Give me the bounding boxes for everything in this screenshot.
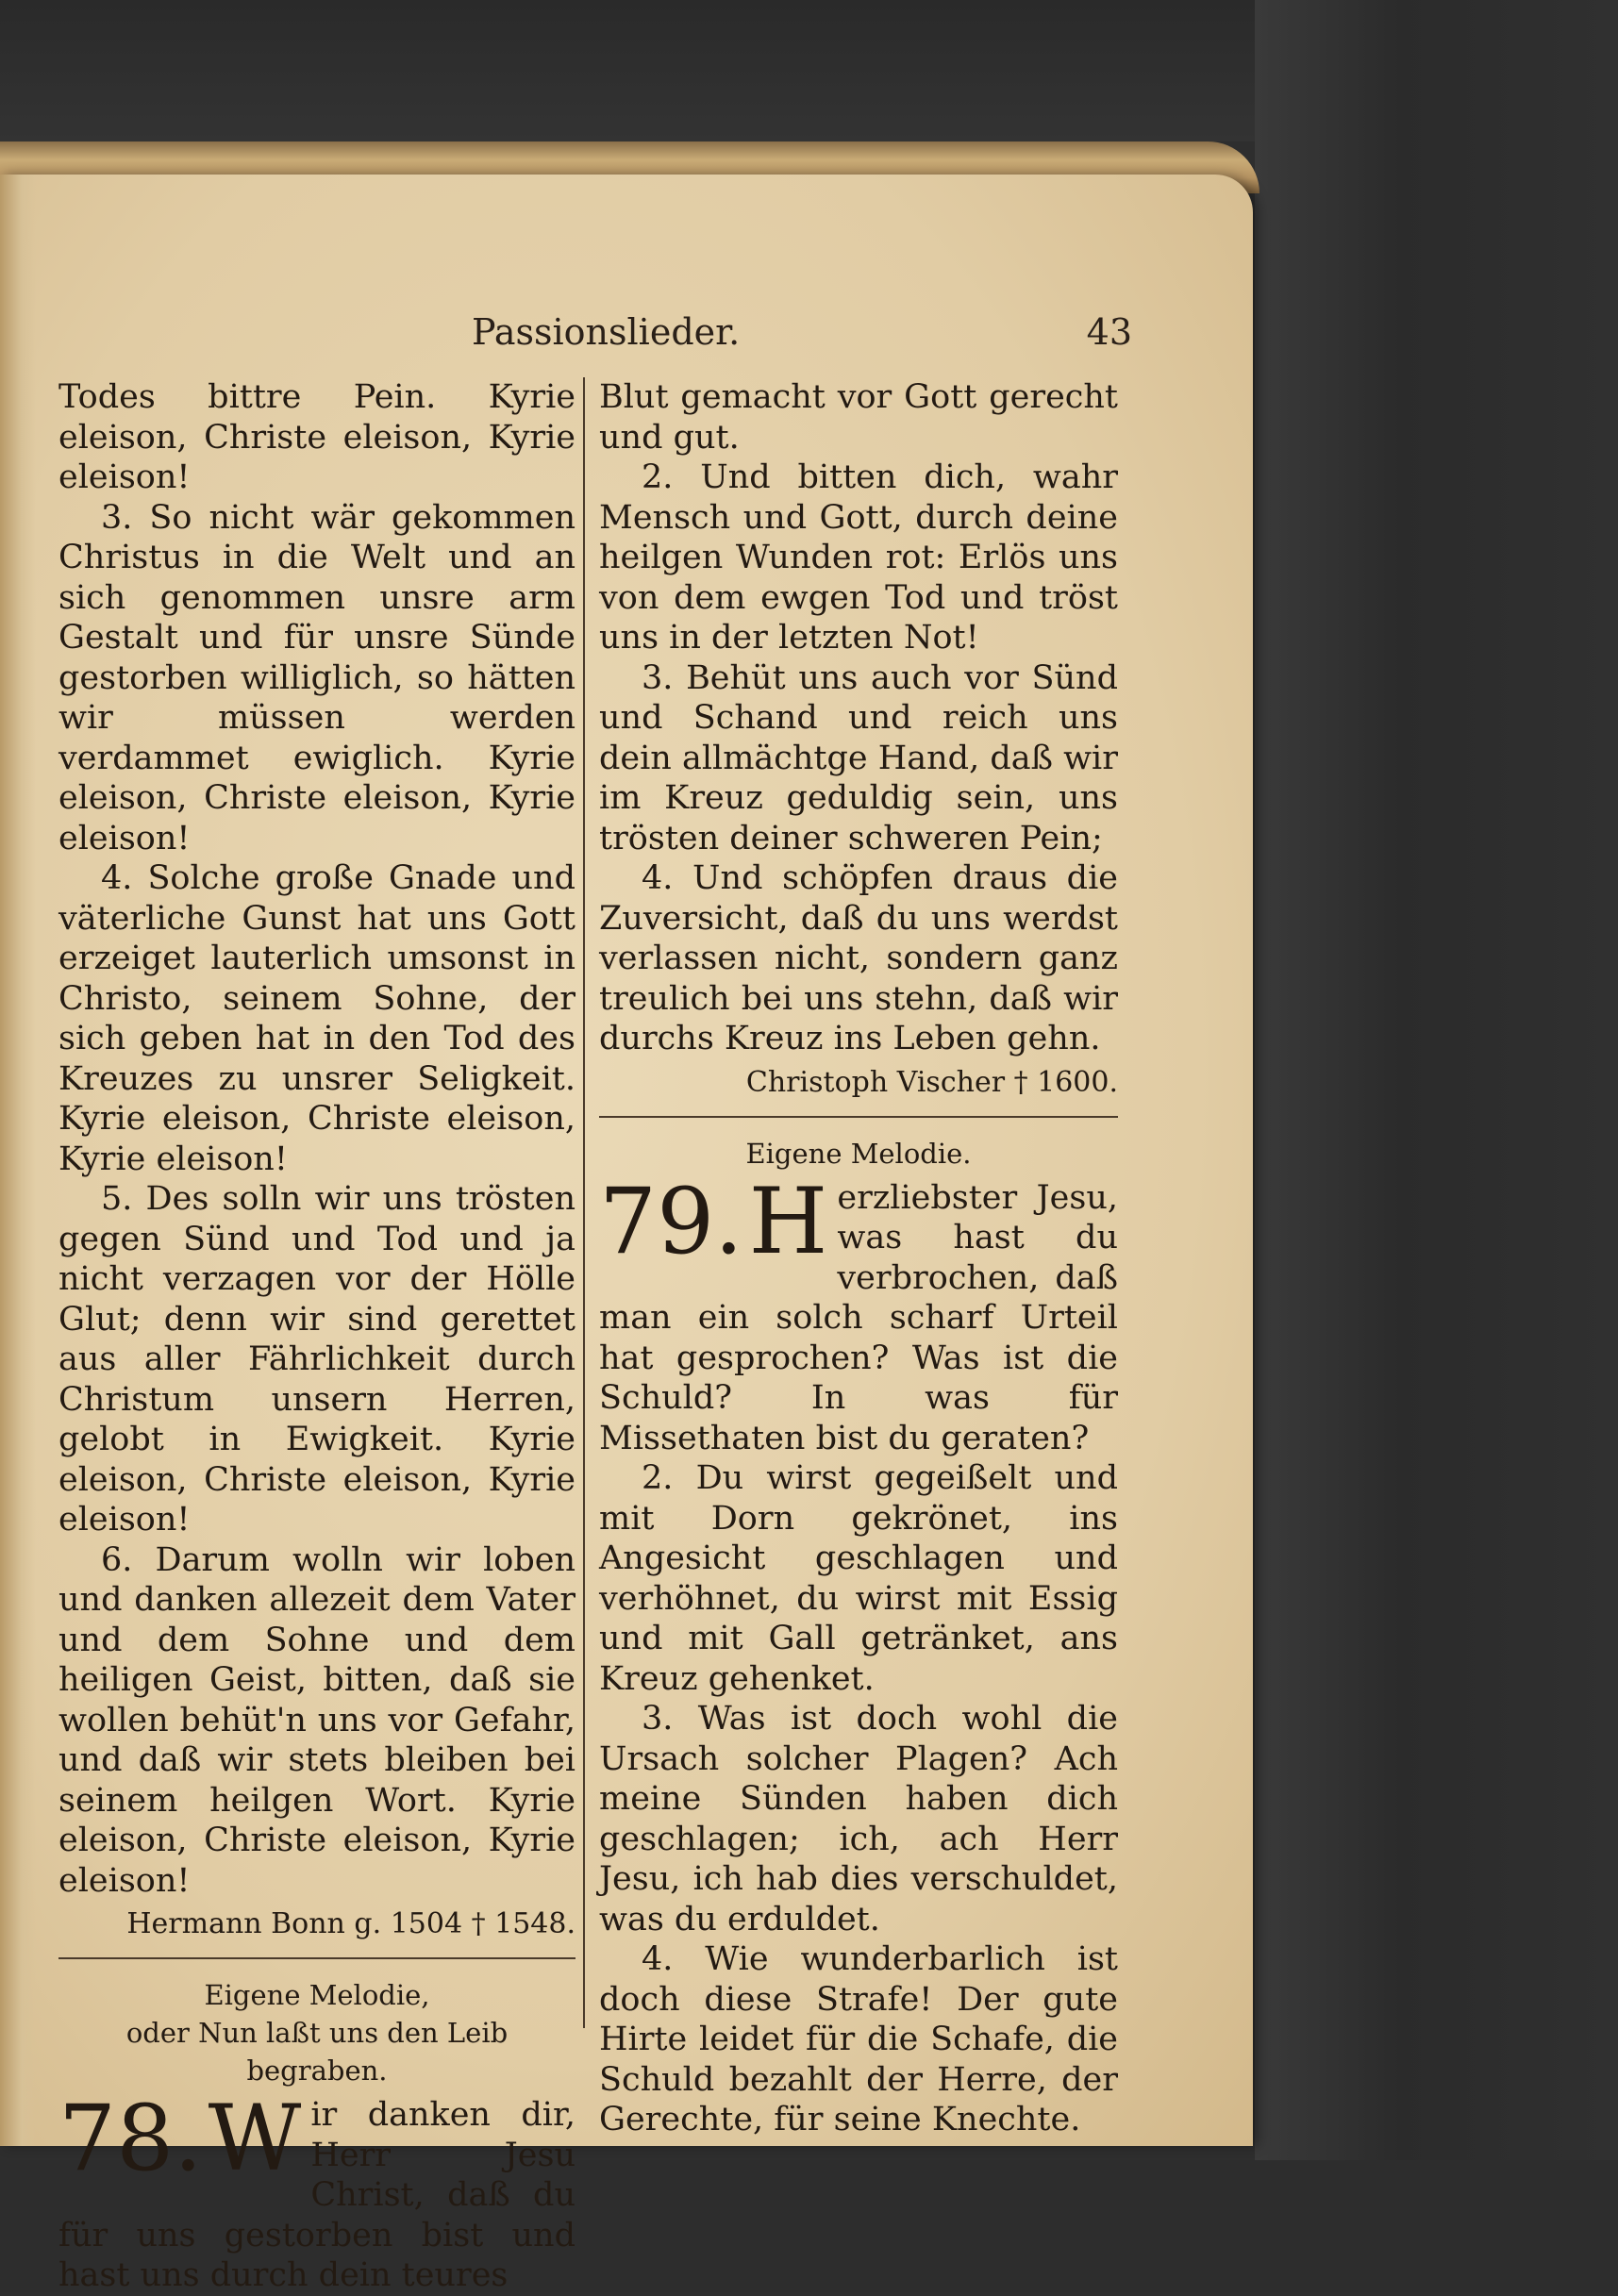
verse-4: 4. Solche große Gnade und väterliche Gunst hat uns Gott erzeiget lauterlich umsonst in Christo, seinem Sohne, der sich geben hat in den Tod des Kreuzes zu unsrer Seligkeit. Kyrie eleison, Christe eleison, Kyrie eleison!: [58, 859, 575, 1178]
verse-4: 4. Wie wunderbarlich ist doch diese Strafe! Der gute Hirte leidet für die Schafe, die Schuld bezahlt der Herre, der Gerechte, für seine Knechte.: [599, 1940, 1118, 2138]
left-column: [58, 377, 575, 2296]
verse-3: 3. Was ist doch wohl die Ursach solcher Plagen? Ach meine Sünden haben dich geschlagen; ich, ach Herr Jesu, ich hab dies verschuldet, was du erduldet.: [599, 1700, 1118, 1938]
verse-4: 4. Und schöpfen draus die Zuversicht, daß du uns werdst verlassen nicht, sondern ganz treulich bei uns stehn, daß wir durchs Kreuz ins Leben gehn.: [599, 859, 1118, 1057]
author-credit: Hermann Bonn g. 1504 † 1548.: [126, 1907, 575, 1940]
melody-note: Eigene Melodie,: [204, 1979, 430, 2011]
section-rule: [58, 1957, 575, 1959]
drop-cap: H: [748, 1168, 828, 1274]
hymn-number: 78.: [58, 2086, 203, 2191]
drop-cap: W: [208, 2086, 302, 2191]
verse-5: 5. Des solln wir uns trösten gegen Sünd und Tod und ja nicht verzagen vor der Hölle Glut; denn wir sind gerettet aus aller Fährlichkeit durch Christum unsern Herren, gelobt in Ewigkeit. Kyrie eleison, Christe eleison, Kyrie eleison!: [58, 1180, 575, 1539]
melody-note: Eigene Melodie.: [745, 1137, 972, 1170]
right-column: [599, 377, 1118, 2140]
verse-2: 2. Und bitten dich, wahr Mensch und Gott, durch deine heilgen Wunden rot: Erlös uns von dem ewgen Tod und tröst uns in der letzten Not!: [599, 458, 1118, 657]
author-credit: Christoph Vischer † 1600.: [745, 1065, 1118, 1099]
hymn-79: [599, 1168, 1118, 1459]
page-gutter: [0, 175, 36, 2146]
hymn-78: [58, 2086, 575, 2296]
hymn-text: erzliebster Jesu, was hast du verbrochen, daß man ein solch scharf Urteil hat gesprochen? Was ist die Schuld? In was für Missethaten bist du geraten?: [599, 1178, 1118, 1457]
hymn-text: ir danken dir, Herr Jesu Christ, daß du für uns gestorben bist und hast uns durch dein teures: [58, 2096, 575, 2294]
verse-3: 3. So nicht wär gekommen Christus in die Welt und an sich genommen unsre arm Gestalt und für unsre Sünde gestorben williglich, so hätten wir müssen werden verdammet ewiglich. Kyrie eleison, Christe eleison, Kyrie eleison!: [58, 498, 575, 857]
verse-3: 3. Behüt uns auch vor Sünd und Schand und reich uns dein allmächtge Hand, daß wir im Kreuz geduldig sein, uns trösten deiner schweren Pein;: [599, 658, 1118, 857]
verse-2: 2. Du wirst gegeißelt und mit Dorn gekrönet, ins Angesicht geschlagen und verhöhnet, du wirst mit Essig und mit Gall getränket, ans Kreuz gehenket.: [599, 1459, 1118, 1698]
melody-alternative: oder Nun laßt uns den Leib begraben.: [125, 2017, 509, 2087]
verse-continuation: Todes bittre Pein. Kyrie eleison, Christe eleison, Kyrie eleison!: [58, 378, 575, 496]
verse-6: 6. Darum wolln wir loben und danken allezeit dem Vater und dem Sohne und dem heiligen Geist, bitten, daß sie wollen behüt'n uns vor Gefahr, und daß wir stets bleiben bei seinem heilgen Wort. Kyrie eleison, Christe eleison, Kyrie eleison!: [58, 1540, 575, 1900]
column-divider: [583, 377, 585, 2028]
running-head: Passionslieder.: [472, 311, 741, 353]
hymn-number: 79.: [599, 1168, 743, 1274]
page-number: 43: [1086, 311, 1132, 353]
verse-continuation: Blut gemacht vor Gott gerecht und gut.: [599, 378, 1118, 457]
background-right: [1255, 0, 1618, 2292]
section-rule: [599, 1116, 1118, 1118]
